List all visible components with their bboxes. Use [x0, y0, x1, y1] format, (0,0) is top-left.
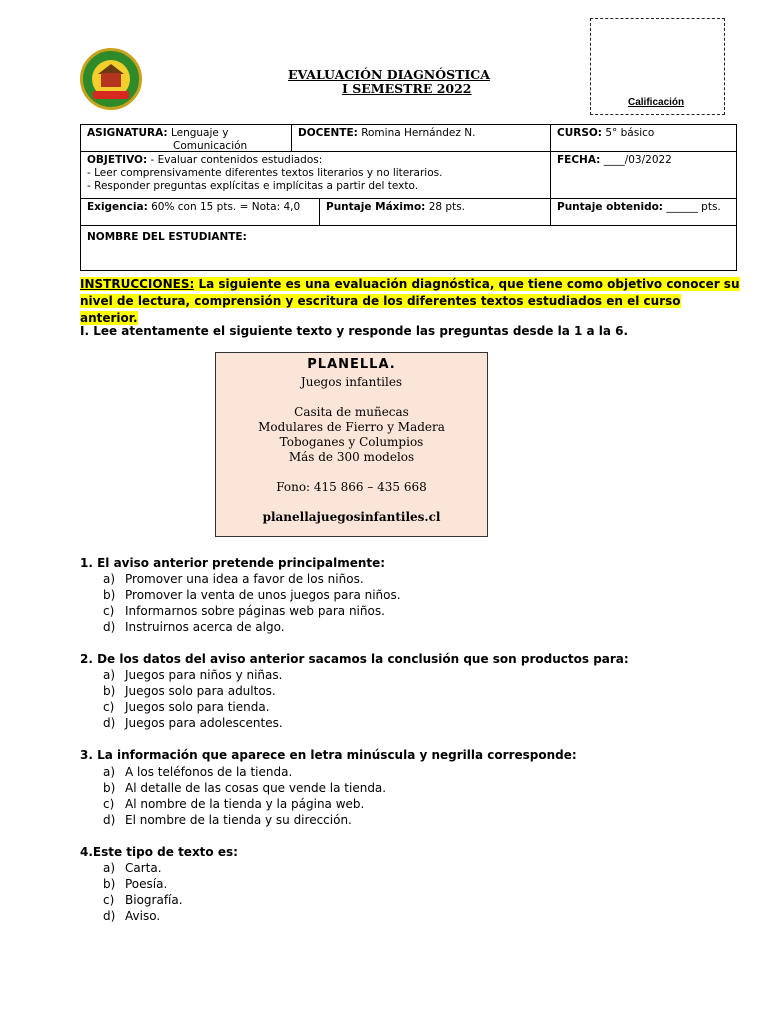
question-1-option-b[interactable]: [103, 588, 401, 602]
logo-banner: [93, 91, 129, 99]
question-2-option-a[interactable]: [103, 668, 282, 682]
ad-subtitle: Juegos infantiles: [300, 375, 403, 389]
option-text: A los teléfonos de la tienda.: [125, 765, 293, 779]
question-1-option-c[interactable]: [103, 604, 385, 618]
question-4-option-c[interactable]: [103, 893, 183, 907]
question-4-option-a[interactable]: [103, 861, 162, 875]
option-text: Juegos solo para adultos.: [125, 684, 276, 698]
question-2: 2. De los datos del aviso anterior sacamos la conclusión que son productos para:: [80, 652, 629, 666]
option-letter: a): [103, 668, 116, 682]
asignatura-value-2: Comunicación: [173, 140, 248, 152]
option-text: Al nombre de la tienda y la página web.: [125, 797, 365, 811]
option-letter: a): [103, 572, 116, 586]
objetivo-cell: [80, 151, 551, 199]
option-letter: d): [103, 813, 116, 827]
option-letter: b): [103, 781, 116, 795]
option-letter: d): [103, 620, 116, 634]
exigencia-value: 60% con 15 pts. = Nota: 4,0: [151, 201, 301, 213]
option-text: Carta.: [125, 861, 162, 875]
objetivo-line3: - Responder preguntas explícitas e implícitas a partir del texto.: [87, 180, 419, 192]
advertisement-box: [215, 352, 488, 537]
ad-phone: Fono: 415 866 – 435 668: [276, 480, 427, 494]
exigencia-cell: [80, 198, 320, 226]
puntaje-obtenido-label: Puntaje obtenido:: [557, 201, 663, 213]
puntaje-maximo-cell: [319, 198, 551, 226]
option-text: El nombre de la tienda y su dirección.: [125, 813, 352, 827]
page-subtitle: I SEMESTRE 2022: [342, 81, 472, 96]
option-text: Al detalle de las cosas que vende la tienda.: [125, 781, 387, 795]
objetivo-line1: - Evaluar contenidos estudiados:: [150, 154, 323, 166]
option-letter: a): [103, 861, 116, 875]
curso-label: CURSO:: [557, 127, 603, 139]
option-text: Biografía.: [125, 893, 183, 907]
objetivo-label: OBJETIVO:: [87, 154, 148, 166]
question-2-option-c[interactable]: [103, 700, 270, 714]
option-letter: d): [103, 716, 116, 730]
fecha-cell[interactable]: [550, 151, 737, 199]
section-title: I. Lee atentamente el siguiente texto y responde las preguntas desde la 1 a la 6.: [80, 324, 629, 338]
option-letter: d): [103, 909, 116, 923]
ad-item: Más de 300 modelos: [288, 450, 415, 464]
option-letter: b): [103, 588, 116, 602]
question-1-option-a[interactable]: [103, 572, 364, 586]
question-3: 3. La información que aparece en letra minúscula y negrilla corresponde:: [80, 748, 577, 762]
docente-label: DOCENTE:: [298, 127, 358, 139]
option-text: Poesía.: [125, 877, 168, 891]
exigencia-label: Exigencia:: [87, 201, 148, 213]
puntaje-obtenido-cell[interactable]: [550, 198, 737, 226]
asignatura-value: Lenguaje y: [170, 127, 229, 139]
instructions-text: La siguiente es una evaluación diagnóstica, que tiene como objetivo conocer su nivel de lectura, comprensión y escritura de los diferentes textos estudiados en el curso anterior.: [80, 277, 740, 325]
question-1: 1. El aviso anterior pretende principalmente:: [80, 556, 386, 570]
logo-house: [101, 73, 121, 87]
docente-value: Romina Hernández N.: [361, 127, 476, 139]
option-text: Juegos para adolescentes.: [125, 716, 283, 730]
curso-value: 5° básico: [605, 127, 655, 139]
fecha-label: FECHA:: [557, 154, 601, 166]
question-4-option-b[interactable]: [103, 877, 167, 891]
question-4-option-d[interactable]: [103, 909, 160, 923]
option-letter: c): [103, 700, 115, 714]
option-text: Juegos para niños y niñas.: [125, 668, 283, 682]
question-3-option-b[interactable]: [103, 781, 386, 795]
instructions-label: INSTRUCCIONES:: [80, 277, 195, 291]
option-text: Aviso.: [125, 909, 161, 923]
school-logo: [80, 48, 142, 110]
nombre-estudiante-field[interactable]: [80, 225, 737, 271]
ad-item: Toboganes y Columpios: [279, 435, 424, 449]
option-letter: c): [103, 797, 115, 811]
ad-website: planellajuegosinfantiles.cl: [262, 510, 441, 524]
puntaje-obtenido-value: ______ pts.: [666, 201, 721, 213]
puntaje-maximo-value: 28 pts.: [428, 201, 466, 213]
fecha-value: ____/03/2022: [603, 154, 672, 166]
option-letter: a): [103, 765, 116, 779]
option-text: Promover una idea a favor de los niños.: [125, 572, 364, 586]
option-text: Informarnos sobre páginas web para niños.: [125, 604, 385, 618]
question-1-option-d[interactable]: [103, 620, 285, 634]
nombre-estudiante-label: NOMBRE DEL ESTUDIANTE:: [87, 231, 247, 243]
option-letter: b): [103, 684, 116, 698]
question-2-option-d[interactable]: [103, 716, 283, 730]
option-letter: c): [103, 604, 115, 618]
option-text: Juegos solo para tienda.: [125, 700, 270, 714]
ad-brand: PLANELLA.: [307, 357, 396, 372]
ad-item: Modulares de Fierro y Madera: [258, 420, 445, 434]
question-4: 4.Este tipo de texto es:: [80, 845, 238, 859]
puntaje-maximo-label: Puntaje Máximo:: [326, 201, 426, 213]
docente-cell: [291, 124, 551, 152]
asignatura-label: ASIGNATURA:: [87, 127, 168, 139]
option-letter: c): [103, 893, 115, 907]
page-title: EVALUACIÓN DIAGNÓSTICA: [288, 67, 490, 82]
option-text: Promover la venta de unos juegos para niños.: [125, 588, 401, 602]
grade-label: Calificación: [628, 97, 685, 108]
question-3-option-d[interactable]: [103, 813, 352, 827]
option-text: Instruirnos acerca de algo.: [125, 620, 285, 634]
question-3-option-a[interactable]: [103, 765, 292, 779]
ad-item: Casita de muñecas: [294, 405, 409, 419]
question-2-option-b[interactable]: [103, 684, 276, 698]
option-letter: b): [103, 877, 116, 891]
asignatura-cell: [80, 124, 292, 152]
instructions: [80, 276, 740, 327]
objetivo-line2: - Leer comprensivamente diferentes textos literarios y no literarios.: [87, 167, 443, 179]
question-3-option-c[interactable]: [103, 797, 364, 811]
curso-cell: [550, 124, 737, 152]
